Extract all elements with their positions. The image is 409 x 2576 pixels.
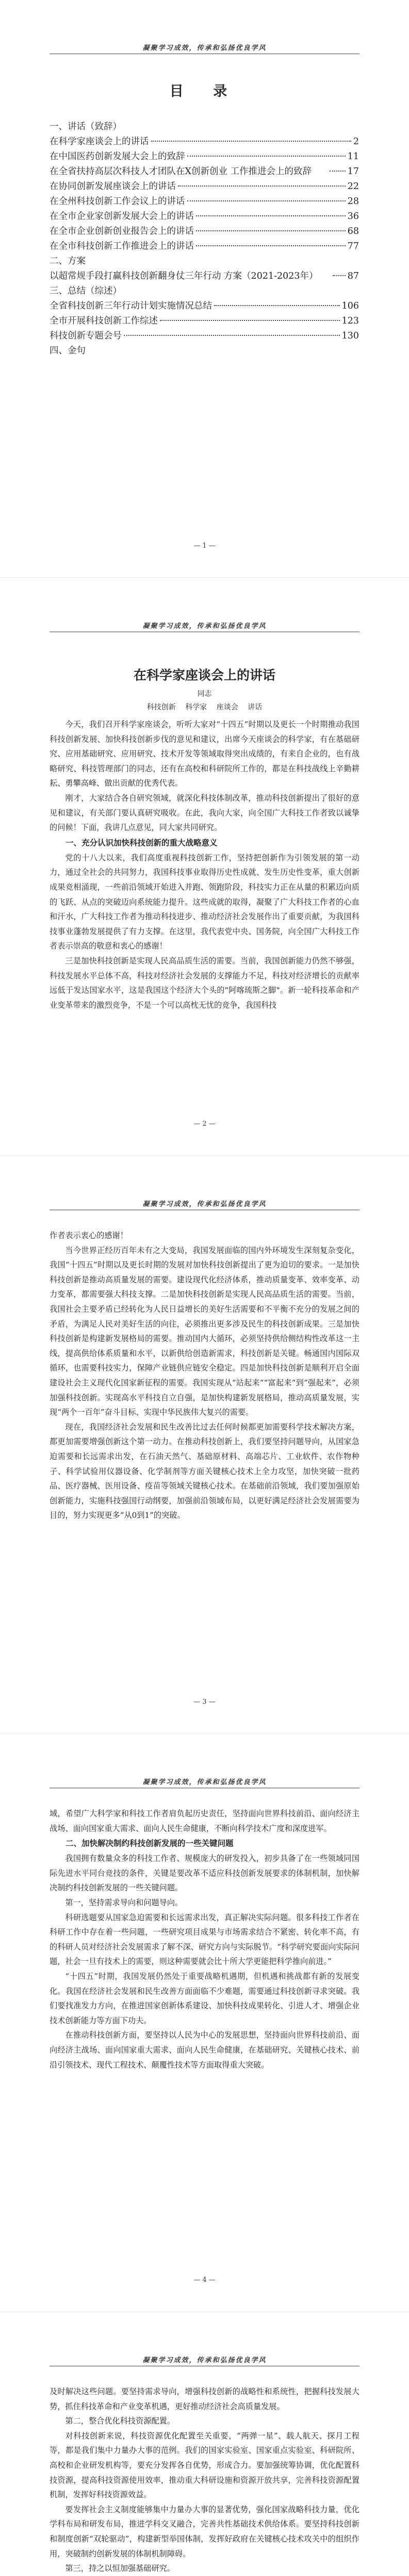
page-number: — 4 — bbox=[193, 2276, 216, 2284]
article-paragraphs bbox=[50, 2384, 359, 2576]
toc-entry-page: 2 bbox=[353, 137, 359, 147]
article-paragraphs bbox=[50, 717, 359, 1012]
paragraph: 域，希望广大科学家和科技工作者肩负起历史责任，坚持面向世界科技前沿、面向经济主战场、面向国家重大需求、面向人民生命健康，不断向科学技术广度和深度进军。 bbox=[50, 1809, 359, 1833]
toc-entry-page: 11 bbox=[347, 151, 359, 162]
article-keywords: 科技创新 科学家 座谈会 讲话 bbox=[146, 703, 263, 711]
paragraph: 在推动科技创新方面，要坚持以人民为中心的发展思想，坚持面向世界科技前沿、面向经济主战场、面向国家重大需求、面向人民生命健康，在基础研究、关键核心技术、前沿引领技术、现代工程技术、颠覆性技术等方面取得重大突破。 bbox=[50, 2030, 359, 2070]
paragraph: 第一，坚持需求导向和问题导向。 bbox=[65, 1897, 183, 1907]
toc-entry-title: 科技创新专题会号 bbox=[50, 331, 122, 341]
paragraph: 科研选题要从国家急迫需要和长远需求出发，真正解决实际问题。很多科技工作者在科研工作中存在着一些问题，一些研究项目成果与市场需求结合不紧密、转化率不高，有的科研人员对经济社会发展需求了解不深、研究方向与实际脱节。“科学研究要面向实际问题，社会一旦有技术上的需要，则这种需要就会比十所大学更能把科学推向前进。” bbox=[50, 1912, 359, 1967]
page-number: — 2 — bbox=[193, 1120, 216, 1128]
paragraph: 第二，整合优化科技资源配置。 bbox=[65, 2416, 175, 2426]
toc-entry-title: 在中国医药创新发展大会上的致辞 bbox=[50, 151, 185, 162]
article-body bbox=[50, 666, 359, 1012]
toc-entry[interactable] bbox=[50, 209, 359, 224]
paragraph: 我国拥有数量众多的科技工作者、规模庞大的研发投入，初步具备了在一些领域同国际先进水平同台竞技的条件，关键是要改革不适应科技创新发展要求的体制机制，加快解决制约科技创新发展的一些关键问题。 bbox=[50, 1854, 359, 1893]
toc-section-heading: 三、总结（综述） bbox=[50, 286, 122, 296]
toc-leader-dots bbox=[196, 245, 346, 246]
toc-leader-dots bbox=[124, 335, 340, 336]
paragraph: 要发挥社会主义制度能够集中力量办大事的显著优势，强化国家战略科技力量，优化学科布局和研发布局，推进学科交叉融合，完善共性基础技术供给体系。要坚持科技创新和制度创新“双轮驱动”，构建新型举国体制，发挥好政府在关键核心技术攻关中的组织作用，突破制约创新发展的体制机制障碍。 bbox=[50, 2504, 359, 2558]
running-header: 凝聚学习成效，传承和弘扬优良学风 bbox=[142, 1200, 267, 1208]
running-header: 凝聚学习成效，传承和弘扬优良学风 bbox=[142, 2357, 267, 2364]
article-paragraphs bbox=[50, 1806, 359, 2072]
toc-entry-page: 87 bbox=[347, 271, 359, 281]
toc-entry-page: 22 bbox=[347, 181, 359, 192]
page-number: — 1 — bbox=[193, 542, 216, 550]
toc-entry-page: 130 bbox=[341, 331, 359, 341]
toc-entry-title: 在全市企业创新创业报告会上的讲话 bbox=[50, 226, 194, 236]
table-of-contents bbox=[50, 120, 359, 359]
toc-entry-title: 在全市企业家创新发展大会上的讲话 bbox=[50, 211, 194, 222]
toc-entry-title: 全市开展科技创新工作综述 bbox=[50, 316, 158, 326]
article-title: 在科学家座谈会上的讲话 bbox=[133, 668, 275, 683]
toc-leader-dots bbox=[214, 305, 340, 306]
toc-leader-dots bbox=[160, 320, 340, 321]
toc-section-heading: 二、方案 bbox=[50, 256, 86, 266]
paragraph: 对科技创新来说，科技资源优化配置至关重要，“两弹一星”、载人航天、探月工程等，都是我们集中力量办大事的范例。我们的国家实验室、国家重点实验室、科研院所、高校和企业研发机构等，要充分发挥各自优势，形成合力。要加强统筹协调，优化配置科技资源，提高科技资源使用效率，推动重大科研设施和资源开放共享，完善科技资源配置机制，发挥好科技资源效益。 bbox=[50, 2431, 359, 2500]
page-3 bbox=[0, 1156, 409, 1734]
toc-leader-dots bbox=[187, 156, 346, 157]
page-2 bbox=[0, 578, 409, 1156]
toc-entry-title: 在全州科技创新工作会议上的讲话 bbox=[50, 196, 185, 207]
toc-entry-title: 在全市科技创新工作推进会上的讲话 bbox=[50, 241, 194, 251]
article-paragraphs bbox=[50, 1228, 359, 1523]
toc-entry[interactable] bbox=[50, 224, 359, 239]
toc-entry-page: 123 bbox=[341, 316, 359, 326]
paragraph: 党的十八大以来，我们高度重视科技创新工作，坚持把创新作为引领发展的第一动力，通过全社会的共同努力，我国科技事业取得历史性成就、发生历史性变革，重大创新成果竞相涌现，一些前沿领域开始进入并跑、领跑阶段，科技实力正在从量的积累迈向质的飞跃、从点的突破迈向系统能力提升。这些成就的取得，凝聚了广大科技工作者的心血和汗水，广大科技工作者为推动科技进步、推动经济社会发展作出了重要贡献，为我国科技事业蓬勃发展提供了有力支撑。在这里，我代表党中央、国务院，向全国广大科技工作者表示崇高的敬意和衷心的感谢！ bbox=[50, 853, 359, 951]
toc-leader-dots bbox=[151, 141, 351, 142]
toc-entry[interactable] bbox=[50, 299, 359, 314]
running-header: 凝聚学习成效，传承和弘扬优良学风 bbox=[142, 1778, 267, 1786]
toc-leader-dots bbox=[333, 275, 346, 276]
toc-entry-page: 28 bbox=[347, 196, 359, 207]
toc-entry-page: 17 bbox=[347, 166, 359, 177]
page-5 bbox=[0, 2312, 409, 2576]
article-body bbox=[50, 2384, 359, 2576]
toc-entry-page: 106 bbox=[341, 301, 359, 311]
toc-title: 目 录 bbox=[169, 83, 240, 99]
toc-entry[interactable] bbox=[50, 194, 359, 209]
toc-leader-dots bbox=[178, 185, 346, 187]
toc-entry-title: 在全省扶持高层次科技人才团队在X创新创业 工作推进会上的致辞 bbox=[50, 166, 312, 177]
page-1 bbox=[0, 0, 409, 578]
toc-entry-title: 以超常规手段打赢科技创新翻身仗三年行动 方案（2021-2023年） bbox=[50, 271, 318, 281]
toc-section-heading: 四、金句 bbox=[50, 346, 86, 356]
toc-entry[interactable] bbox=[50, 134, 359, 149]
paragraph: 第三，持之以恒加强基础研究。 bbox=[65, 2564, 175, 2573]
paragraph: 及时解决这些问题。要坚持需求导向，增强科技创新的战略性和系统性，把握科技发展大势，抓住科技革命和产业变革机遇，更好推动经济社会高质量发展。 bbox=[50, 2387, 359, 2411]
toc-leader-dots bbox=[196, 230, 346, 231]
toc-entry-title: 在科学家座谈会上的讲话 bbox=[50, 137, 149, 147]
toc-entry[interactable] bbox=[50, 239, 359, 254]
page-number: — 3 — bbox=[193, 1698, 216, 1706]
paragraph: 作者表示衷心的感谢！ bbox=[50, 1231, 128, 1240]
article-author: 同志 bbox=[197, 690, 212, 698]
toc-entry-page: 68 bbox=[347, 226, 359, 236]
toc-leader-dots bbox=[187, 200, 346, 201]
running-header: 凝聚学习成效，传承和弘扬优良学风 bbox=[142, 622, 267, 630]
toc-entry[interactable] bbox=[50, 164, 359, 179]
toc-entry[interactable] bbox=[50, 269, 359, 284]
toc-entry-page: 36 bbox=[347, 211, 359, 222]
toc-entry[interactable] bbox=[50, 329, 359, 344]
toc-leader-dots bbox=[330, 171, 346, 172]
article-body bbox=[50, 1228, 359, 1523]
paragraph: 三是加快科技创新是实现人民高品质生活的需要。当前，我国创新能力仍然不够强，科技发展水平总体不高，科技对经济社会发展的支撑能力不足，科技对经济增长的贡献率远低于发达国家水平，这是我国这个经济大个头的"阿喀琉斯之脚"。新一轮科技革命和产业变革带来的激烈竞争，不是一个可以高枕无忧的竞争，我国科技 bbox=[50, 956, 359, 1010]
toc-entry-page: 77 bbox=[347, 241, 359, 251]
paragraph: “十四五”时期，我国发展仍然处于重要战略机遇期，但机遇和挑战都有新的发展变化。我国在经济社会发展和民生改善方面面临不少难题，需要通过科技创新寻求突破。我们要找准发力方向，在推进国家创新体系建设、加快科技成果转化、引进人才、增强企业技术创新能力等方面下功夫。 bbox=[50, 1971, 359, 2025]
toc-entry[interactable] bbox=[50, 314, 359, 329]
toc-section-heading: 一、讲话（致辞） bbox=[50, 122, 122, 132]
section-heading: 二、加快解决制约科技创新发展的一些关键问题 bbox=[66, 1838, 234, 1849]
toc-entry-title: 全省科技创新三年行动计划实施情况总结 bbox=[50, 301, 212, 311]
toc-leader-dots bbox=[196, 215, 346, 216]
paragraph: 当今世界正经历百年未有之大变局，我国发展面临的国内外环境发生深刻复杂变化，我国“十四五”时期以及更长时期的发展对加快科技创新提出了更为迫切的要求。一是加快科技创新是推动高质量发展的需要。建设现代化经济体系，推动质量变革、效率变革、动力变革，都需要强大科技支撑。二是加快科技创新是实现人民高品质生活的需要。当前，我国社会主要矛盾已经转化为人民日益增长的美好生活需要和不平衡不充分的发展之间的矛盾，为满足人民对美好生活的向往，必须推出更多涉及民生的科技创新成果。三是加快科技创新是构建新发展格局的需要。推动国内大循环，必须坚持供给侧结构性改革这一主线，提高供给体系质量和水平，以新供给创造新需求，科技创新是关键。畅通国内国际双循环，也需要科技实力，保障产业链供应链安全稳定。四是加快科技创新是顺利开启全面建设社会主义现代化国家新征程的需要。我国实现从“站起来”“富起来”到“强起来”，必须加强科技创新。实现高水平科技自立自强，是加快构建新发展格局，推动高质量发展，实现“两个一百年”奋斗目标、实现中华民族伟大复兴的需要。 bbox=[50, 1245, 359, 1417]
article-body bbox=[50, 1806, 359, 2072]
paragraph: 现在，我国经济社会发展和民生改善比过去任何时候都更加需要科学技术解决方案，都更加需要增强创新这个第一动力。在推动科技创新上，我们要坚持问题导向，从国家急迫需要和长远需求出发，在石油天然气、基础原材料、高端芯片、工业软件、农作物种子、科学试验用仪器设备、化学制剂等方面关键核心技术上全力攻坚，加快突破一批药品、医疗器械、医用设备、疫苗等领域关键核心技术。在基础前沿领域，我们要加强原始创新能力，实施科技强国行动纲要，加强前沿领域布局，以更好满足经济社会发展需要为目的，努力实现更多“从0到1”的突破。 bbox=[50, 1422, 359, 1520]
toc-entry-title: 在协同创新发展座谈会上的讲话 bbox=[50, 181, 176, 192]
paragraph: 今天，我们召开科学家座谈会，听听大家对“十四五”时期以及更长一个时期推动我国科技创新发展、加快科技创新步伐的意见和建议，出席今天座谈会的科学家，有在基础研究、应用基础研究、应用研究、技术开发等领域取得突出成绩的，有来自企业的，也有战略研究、科技管理部门的同志，还有在高校和科研院所工作的，都是在科技战线上辛勤耕耘、勇攀高峰、做出贡献的优秀代表。 bbox=[50, 720, 359, 788]
paragraph: 刚才，大家结合各自研究领域，就深化科技体制改革，推动科技创新提出了很好的意见和建议，有关部门要认真研究吸收。在此，我向大家，向全国广大科技工作者致以诚挚的问候！下面，我讲几点意见，同大家共同研究。 bbox=[50, 793, 359, 833]
section-heading: 一、充分认识加快科技创新的重大战略意义 bbox=[66, 837, 218, 848]
running-header: 凝聚学习成效，传承和弘扬优良学风 bbox=[142, 44, 267, 52]
toc-entry[interactable] bbox=[50, 149, 359, 164]
toc-entry[interactable] bbox=[50, 179, 359, 194]
page-4 bbox=[0, 1734, 409, 2312]
